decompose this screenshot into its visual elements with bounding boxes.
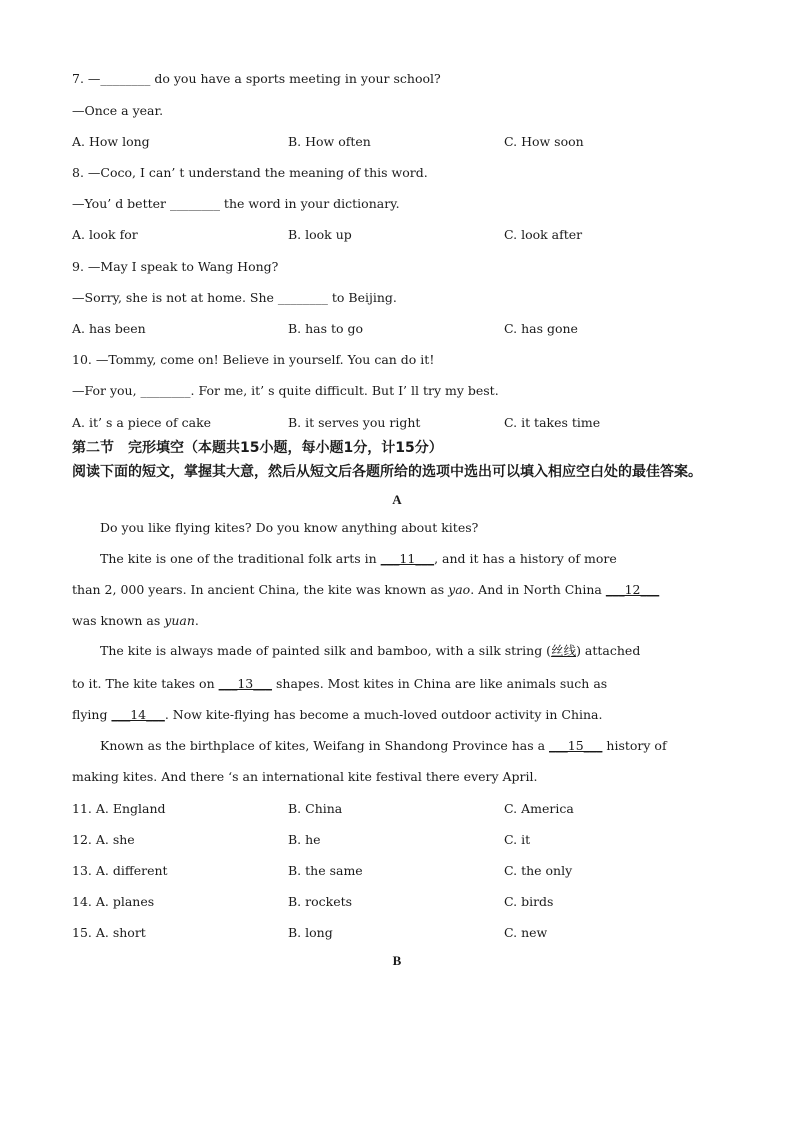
question-10-option-b: B. it serves you right [288, 415, 421, 430]
passage-text: ) attached [576, 643, 641, 658]
question-9-option-b: B. has to go [288, 321, 364, 336]
question-10-option-a: A. it’ s a piece of cake [72, 415, 212, 430]
passage-text: Known as the birthplace of kites, Weifang in Shandong Province has a [100, 738, 550, 753]
cloze-14-option-b: B. rockets [288, 894, 353, 909]
question-8-option-c: C. look after [504, 227, 583, 242]
cloze-13-option-a: 13. A. different [72, 863, 168, 878]
question-9-stem: 9. —May I speak to Wang Hong? [72, 259, 279, 274]
silk-string-gloss: 丝线 [551, 643, 577, 658]
passage-text: , and it has a history of more [434, 551, 617, 566]
cloze-13-option-b: B. the same [288, 863, 363, 878]
passage-b-label: B [392, 953, 402, 968]
passage-line [72, 613, 199, 629]
cloze-12-option-a: 12. A. she [72, 832, 135, 847]
pinyin-yuan: yuan [164, 613, 195, 628]
passage-line [72, 582, 659, 598]
blank-12: ___12___ [605, 582, 660, 597]
cloze-12-option-c: C. it [504, 832, 531, 847]
cloze-14-option-c: C. birds [504, 894, 554, 909]
cloze-14-option-a: 14. A. planes [72, 894, 155, 909]
question-10-option-c: C. it takes time [504, 415, 601, 430]
cloze-12-option-b: B. he [288, 832, 321, 847]
passage-line [100, 551, 617, 567]
passage-line [100, 643, 640, 659]
blank-11: ___11___ [380, 551, 435, 566]
passage-text: The kite is one of the traditional folk arts in [100, 551, 381, 566]
blank-13: ___13___ [218, 676, 273, 691]
passage-text: was known as [72, 613, 165, 628]
cloze-11-option-a: 11. A. England [72, 801, 166, 816]
passage-text: than 2, 000 years. In ancient China, the kite was known as [72, 582, 449, 597]
question-8-response: —You’ d better ________ the word in your dictionary. [72, 196, 400, 211]
passage-text: to it. The kite takes on [72, 676, 219, 691]
passage-line [100, 738, 667, 754]
question-7-stem: 7. —________ do you have a sports meeting in your school? [72, 71, 441, 86]
passage-line: making kites. And there ‘s an international kite festival there every April. [72, 769, 538, 784]
section-title: 第二节 完形填空（本题共15小题，每小题1分，计15分） [72, 440, 443, 456]
question-7-option-a: A. How long [72, 134, 150, 149]
passage-paragraph-1: Do you like flying kites? Do you know anything about kites? [100, 520, 479, 535]
passage-a-label: A [392, 492, 402, 507]
cloze-11-option-b: B. China [288, 801, 343, 816]
passage-line [72, 707, 602, 723]
passage-text: flying [72, 707, 112, 722]
question-7-option-c: C. How soon [504, 134, 584, 149]
cloze-15-option-a: 15. A. short [72, 925, 146, 940]
passage-line [72, 676, 607, 692]
pinyin-yao: yao [448, 582, 471, 597]
passage-text: shapes. Most kites in China are like animals such as [272, 676, 608, 691]
question-10-response: —For you, ________. For me, it’ s quite difficult. But I’ ll try my best. [72, 383, 499, 398]
question-8-option-a: A. look for [72, 227, 138, 242]
question-9-option-a: A. has been [72, 321, 146, 336]
cloze-15-option-b: B. long [288, 925, 333, 940]
blank-15: ___15___ [549, 738, 603, 753]
cloze-11-option-c: C. America [504, 801, 574, 816]
passage-text: The kite is always made of painted silk and bamboo, with a silk string ( [100, 643, 552, 658]
question-7-response: —Once a year. [72, 103, 164, 118]
passage-text: . Now kite-flying has become a much-loved outdoor activity in China. [164, 707, 603, 722]
question-9-option-c: C. has gone [504, 321, 578, 336]
cloze-13-option-c: C. the only [504, 863, 573, 878]
passage-text: . [194, 613, 199, 628]
blank-14: ___14___ [111, 707, 165, 722]
passage-text: . And in North China [470, 582, 606, 597]
section-instruction: 阅读下面的短文，掌握其大意，然后从短文后各题所给的选项中选出可以填入相应空白处的最佳答案。 [72, 464, 702, 480]
question-7-option-b: B. How often [288, 134, 371, 149]
question-9-response: —Sorry, she is not at home. She ________ to Beijing. [72, 290, 397, 305]
question-8-stem: 8. —Coco, I can’ t understand the meaning of this word. [72, 165, 428, 180]
passage-text: history of [602, 738, 667, 753]
question-8-option-b: B. look up [288, 227, 352, 242]
cloze-15-option-c: C. new [504, 925, 548, 940]
question-10-stem: 10. —Tommy, come on! Believe in yourself. You can do it! [72, 352, 435, 367]
